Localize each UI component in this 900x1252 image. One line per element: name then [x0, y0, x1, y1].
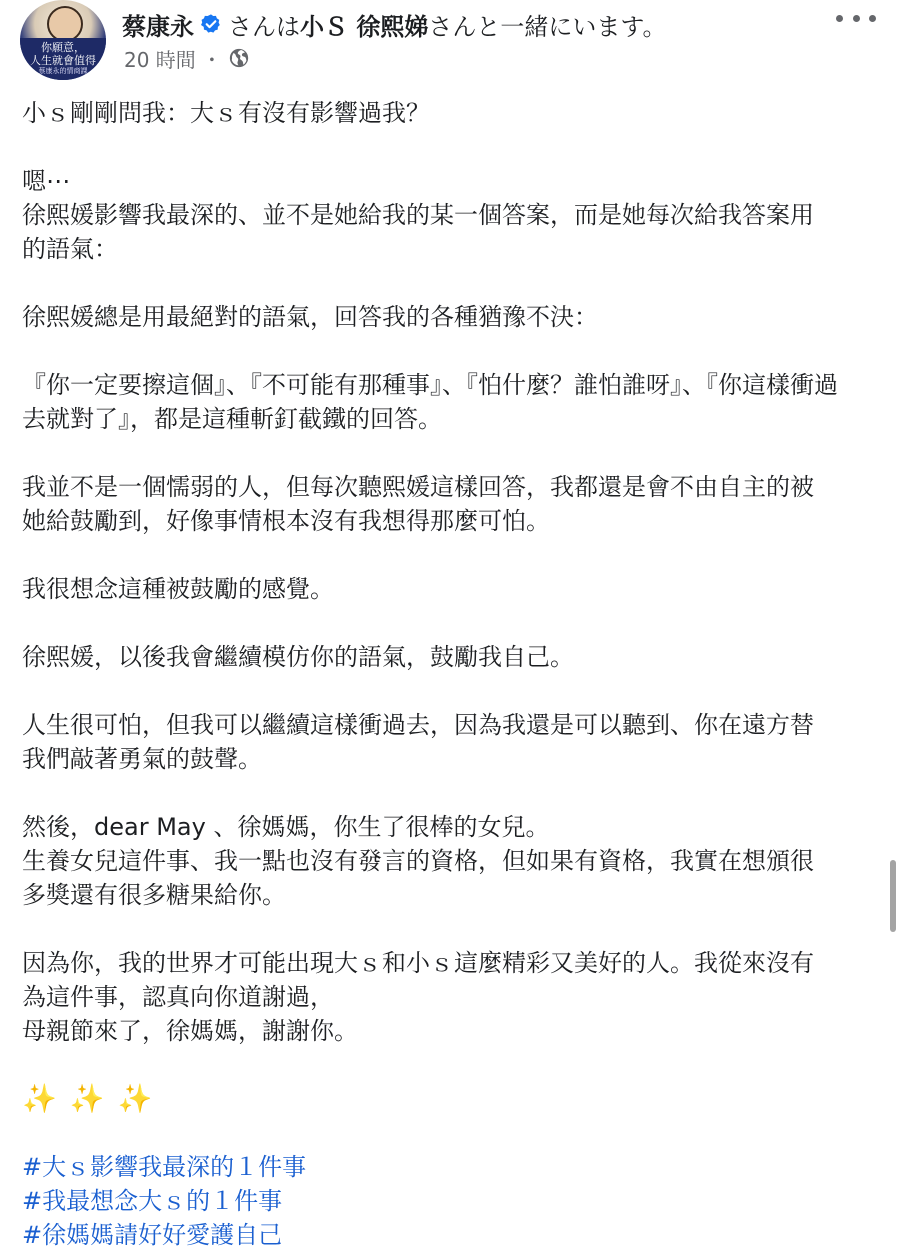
more-dot: [869, 15, 876, 22]
post-line: 去就對了』，都是這種斬釘截鐵的回答。: [22, 405, 442, 433]
post-time[interactable]: 20 時間: [124, 47, 196, 72]
post-line: 多獎還有很多糖果給你。: [22, 881, 286, 909]
avatar-text-line2: 人生就會值得: [30, 54, 96, 67]
more-dot: [836, 15, 843, 22]
tagged-person[interactable]: 小Ｓ 徐熙娣: [300, 12, 429, 41]
hashtag-link[interactable]: #我最想念大ｓ的１件事: [22, 1187, 283, 1215]
hashtag-link[interactable]: #徐媽媽請好好愛護自己: [22, 1221, 283, 1249]
post-paragraph: [22, 640, 882, 674]
post-paragraph: [22, 300, 882, 334]
scrollbar[interactable]: [890, 860, 896, 932]
post-paragraph: [22, 572, 882, 606]
post-line: 我很想念這種被鼓勵的感覺。: [22, 575, 334, 603]
post-line: 徐熙媛總是用最絕對的語氣，回答我的各種猶豫不決：: [22, 303, 598, 331]
post-paragraph: [22, 96, 882, 130]
post-line: 然後，dear May 、徐媽媽，你生了很棒的女兒。: [22, 813, 550, 841]
post-line: 的語氣：: [22, 235, 118, 263]
hashtag-link[interactable]: #大ｓ影響我最深的１件事: [22, 1153, 307, 1181]
globe-icon[interactable]: [228, 47, 250, 69]
post-line: 生養女兒這件事、我一點也沒有發言的資格，但如果有資格，我實在想頒很: [22, 847, 814, 875]
post-line: 徐熙媛影響我最深的、並不是她給我的某一個答案，而是她每次給我答案用: [22, 201, 814, 229]
meta-separator: ・: [201, 47, 222, 72]
avatar-text-line1: 你願意，: [41, 41, 85, 54]
author-name[interactable]: 蔡康永: [122, 12, 194, 41]
post-line: 我並不是一個懦弱的人，但每次聽熙媛這樣回答，我都還是會不由自主的被: [22, 473, 814, 501]
sparkles-emoji-icon: ✨ ✨ ✨: [22, 1082, 155, 1115]
avatar-banner: [20, 38, 106, 80]
more-options-icon[interactable]: [836, 6, 876, 30]
post-paragraph: [22, 368, 882, 436]
post-line: 為這件事，認真向你道謝過，: [22, 983, 334, 1011]
post-body: [22, 96, 882, 1252]
post-paragraph: [22, 164, 882, 266]
post-paragraph: [22, 946, 882, 1048]
post-line: 她給鼓勵到，好像事情根本沒有我想得那麼可怕。: [22, 507, 550, 535]
post-line: 我們敲著勇氣的鼓聲。: [22, 745, 262, 773]
with-suffix: さんと一緒にいます。: [428, 12, 667, 41]
post-line: 小ｓ剛剛問我：大ｓ有沒有影響過我？: [22, 99, 430, 127]
post-paragraph: [22, 708, 882, 776]
more-dot: [853, 15, 860, 22]
avatar-face: [47, 6, 83, 42]
post-line: 因為你，我的世界才可能出現大ｓ和小ｓ這麼精彩又美好的人。我從來沒有: [22, 949, 814, 977]
post-line: 人生很可怕，但我可以繼續這樣衝過去，因為我還是可以聽到、你在遠方替: [22, 711, 814, 739]
post-meta: [124, 44, 250, 72]
avatar-text-line3: 蔡康永的情商課: [38, 67, 88, 75]
post-paragraph: [22, 810, 882, 912]
with-prefix: さんは: [228, 12, 300, 41]
post-line: 母親節來了，徐媽媽，謝謝你。: [22, 1017, 358, 1045]
post-line: 『你一定要擦這個』、『不可能有那種事』、『怕什麼？誰怕誰呀』、『你這樣衝過: [22, 371, 838, 399]
verified-badge-icon: [200, 13, 222, 35]
hashtag-list: [22, 1150, 882, 1252]
post-line: 嗯⋯: [22, 167, 70, 195]
post-header: [0, 0, 900, 80]
post-paragraph: [22, 1082, 882, 1116]
post-paragraph: [22, 470, 882, 538]
post-line: 徐熙媛，以後我會繼續模仿你的語氣，鼓勵我自己。: [22, 643, 574, 671]
author-line: [122, 6, 666, 42]
author-avatar[interactable]: [20, 0, 106, 80]
